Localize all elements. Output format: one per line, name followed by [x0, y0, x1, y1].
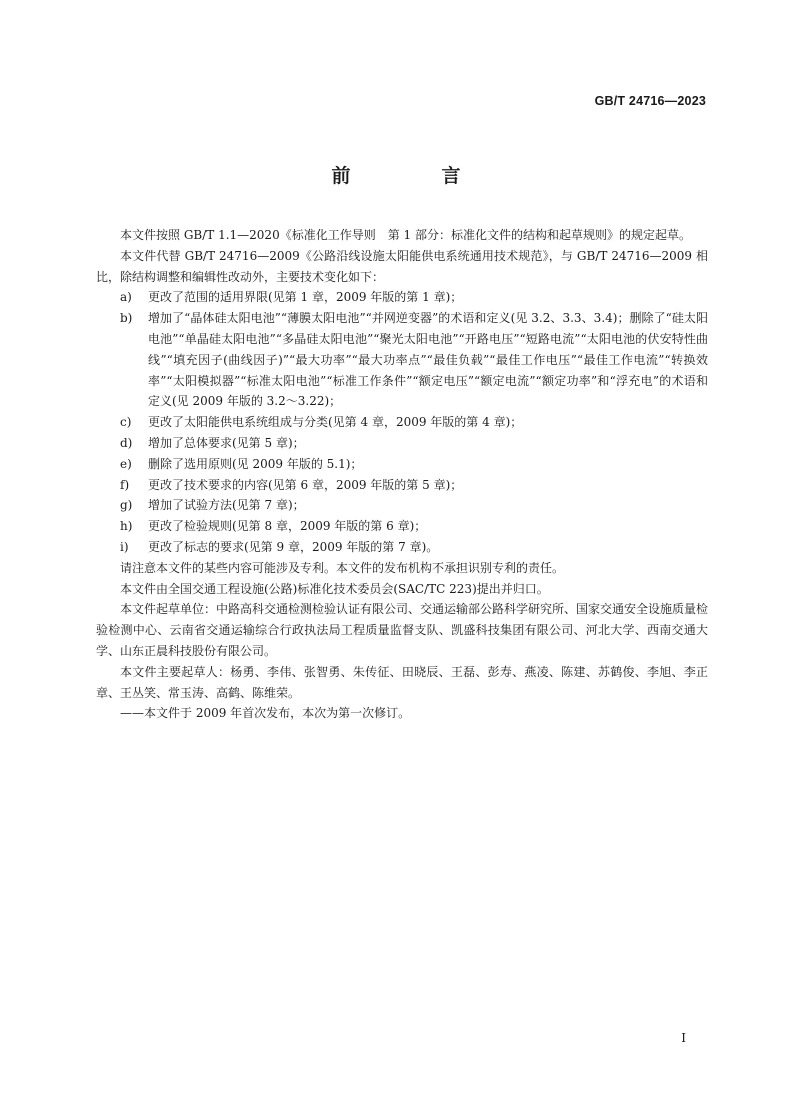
standard-code: GB/T 24716—2023: [594, 94, 706, 108]
list-marker: h): [120, 519, 133, 534]
list-item: [96, 516, 708, 537]
list-text: 更改了技术要求的内容(见第 6 章，2009 年版的第 5 章)；: [148, 477, 463, 492]
list-text: 增加了总体要求(见第 5 章)；: [148, 435, 305, 450]
paragraph-drafting-rules: 本文件按照 GB/T 1.1—2020《标准化工作导则 第 1 部分：标准化文件的结构和起草规则》的规定起草。: [120, 228, 691, 242]
list-item: [96, 412, 708, 433]
list-item: [96, 287, 708, 308]
paragraph-drafters: 本文件主要起草人：杨勇、李伟、张智勇、朱传征、田晓辰、王磊、彭寿、燕凌、陈建、苏鹤俊、李旭、李正章、王丛笑、常玉涛、高鹤、陈维荣。: [96, 664, 708, 700]
list-marker: i): [120, 539, 129, 554]
foreword-body: [96, 225, 708, 724]
paragraph-patent-notice: 请注意本文件的某些内容可能涉及专利。本文件的发布机构不承担识别专利的责任。: [120, 560, 565, 575]
paragraph-history: ——本文件于 2009 年首次发布，本次为第一次修订。: [120, 706, 411, 721]
list-marker: a): [120, 290, 132, 305]
page-number: I: [681, 1031, 686, 1045]
list-text: 更改了太阳能供电系统组成与分类(见第 4 章，2009 年版的第 4 章)；: [148, 415, 523, 430]
list-text: 更改了标志的要求(见第 9 章，2009 年版的第 7 章)。: [148, 539, 439, 554]
list-marker: g): [120, 498, 133, 513]
list-marker: f): [120, 477, 130, 492]
paragraph-drafting-units: 本文件起草单位：中路高科交通检测检验认证有限公司、交通运输部公路科学研究所、国家交通安全设施质量检验检测中心、云南省交通运输综合行政执法局工程质量监督支队、凯盛科技集团有限公司、河北大学、西南交通大学、山东正晨科技股份有限公司。: [96, 602, 709, 658]
list-text: 更改了检验规则(见第 8 章，2009 年版的第 6 章)；: [148, 519, 427, 534]
list-item: [96, 537, 708, 558]
paragraph-replacement: 本文件代替 GB/T 24716—2009《公路沿线设施太阳能供电系统通用技术规范》，与 GB/T 24716—2009 相比，除结构调整和编辑性改动外，主要技术变化如下：: [96, 248, 708, 284]
list-text: 增加了试验方法(见第 7 章)；: [148, 498, 305, 513]
list-item: [96, 495, 708, 516]
list-item: [96, 475, 708, 496]
page-title: 前 言: [331, 165, 497, 187]
list-text: 更改了范围的适用界限(见第 1 章，2009 年版的第 1 章)；: [148, 290, 463, 305]
list-marker: d): [120, 435, 133, 450]
list-marker: e): [120, 456, 132, 471]
list-item: [96, 433, 708, 454]
list-marker: b): [120, 311, 133, 326]
changes-list: [96, 287, 708, 557]
list-text: 增加了“晶体硅太阳电池”“薄膜太阳电池”“并网逆变器”的术语和定义(见 3.2、3.3、3.4)；删除了“硅太阳电池”“单晶硅太阳电池”“多晶硅太阳电池”“聚光太阳电池”“开路电压”“短路电流”“太阳电池的伏安特性曲线”“填充因子(曲线因子)”“最大功率”“最大功率点”“最佳负载”“最佳工作电压”“最佳工作电流”“转换效率”“太阳模拟器”“标准太阳电池”“标准工作条件”“额定电压”“额定电流”“额定功率”和“浮充电”的术语和定义(见 2009 年版的 3.2～3.22)；: [148, 311, 708, 409]
list-item: [96, 454, 708, 475]
list-marker: c): [120, 415, 132, 430]
list-text: 删除了选用原则(见 2009 年版的 5.1)；: [148, 456, 363, 471]
list-item: [96, 308, 708, 412]
paragraph-proposer: 本文件由全国交通工程设施(公路)标准化技术委员会(SAC/TC 223)提出并归口。: [120, 581, 549, 596]
